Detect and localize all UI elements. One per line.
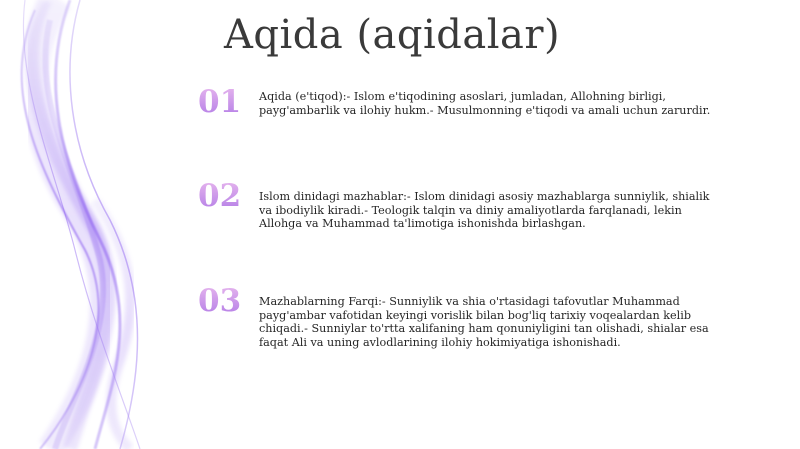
item-text-02: Islom dinidagi mazhablar:- Islom dinidagi asosiy mazhablarga sunniylik, shialik va ibodiylik kiradi.- Teologik talqin va diniy amaliyotlarda farqlanadi, lekin Allohga va Muhammad ta'limotiga ishonishda birlashgan.: [259, 190, 710, 231]
item-number-02: 02: [198, 178, 244, 214]
decorative-smoke-ribbon: [0, 0, 200, 449]
item-number-01: 01: [198, 84, 244, 120]
item-text-01: Aqida (e'tiqod):- Islom e'tiqodining asoslari, jumladan, Allohning birligi, payg'ambarlik va ilohiy hukm.- Musulmonning e'tiqodi va amali uchun zarurdir.: [259, 90, 711, 117]
item-number-03: 03: [198, 283, 244, 319]
item-text-03: Mazhablarning Farqi:- Sunniylik va shia o'rtasidagi tafovutlar Muhammad payg'ambar vafotidan keyingi vorislik bilan bog'liq tarixiy voqealardan kelib chiqadi.- Sunniylar to'rtta xalifaning ham qonuniyligini tan olishadi, shialar esa faqat Ali va uning avlodlarining ilohiy hokimiyatiga ishonishadi.: [259, 295, 709, 349]
slide-title: Aqida (aqidalar): [224, 12, 561, 58]
